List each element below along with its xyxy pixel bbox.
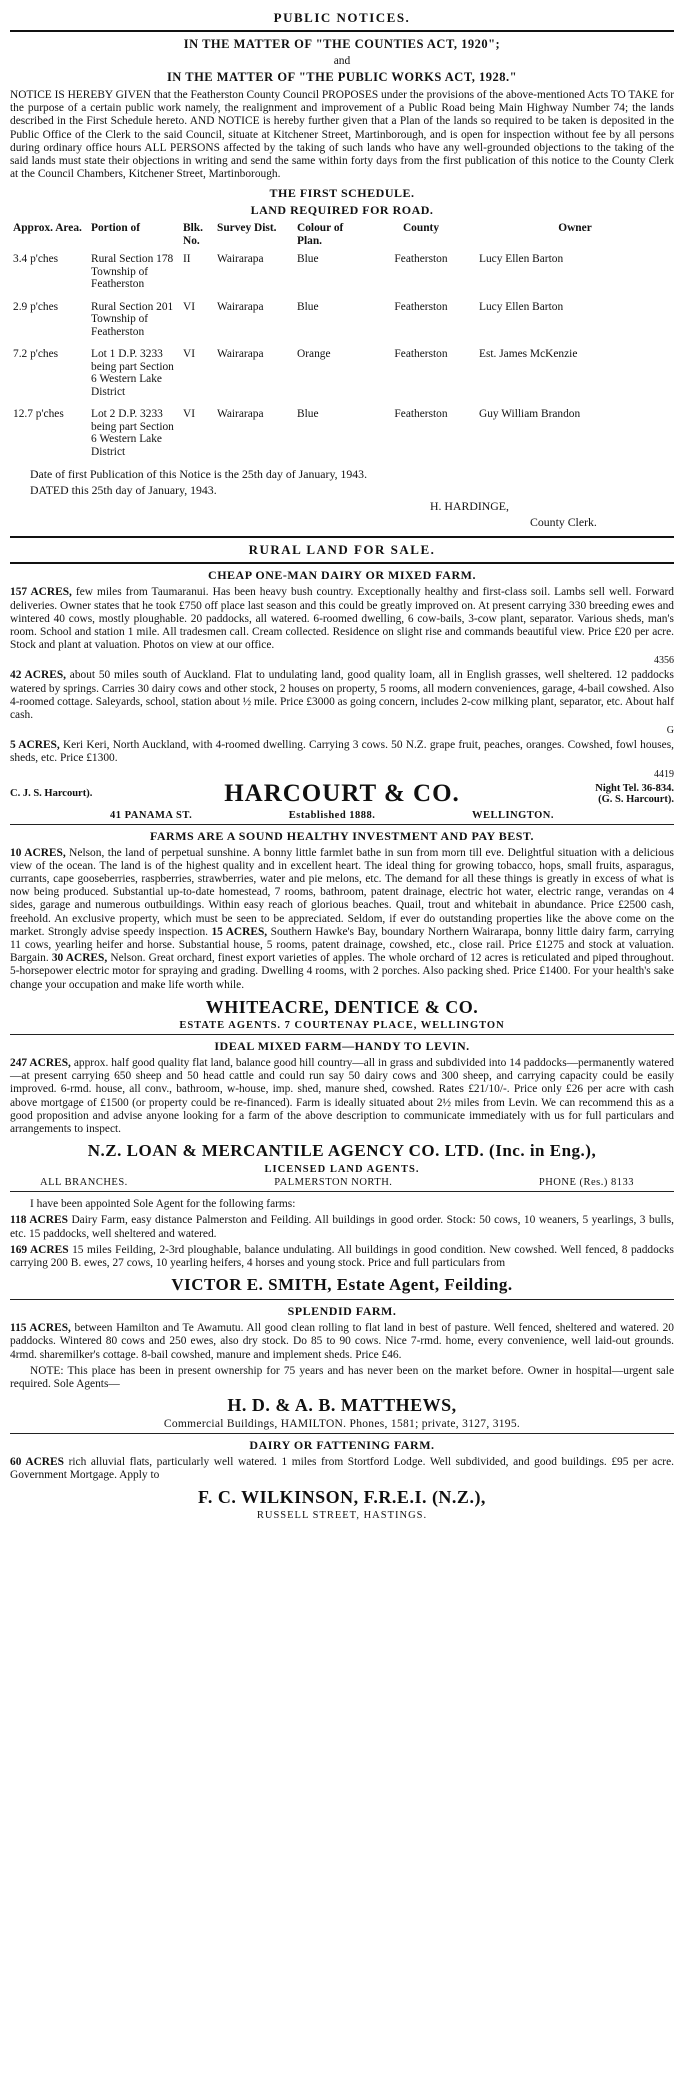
whiteacre-address: ESTATE AGENTS. 7 COURTENAY PLACE, WELLINGTON [179, 1019, 505, 1031]
harcourt-right-tag [534, 783, 674, 805]
cell: Wairarapa [217, 300, 264, 313]
cell: VI [183, 300, 196, 313]
ad-paragraph [10, 1456, 674, 1482]
ad-title-dairy-farm: CHEAP ONE-MAN DAIRY OR MIXED FARM. [208, 568, 476, 583]
schedule-title: THE FIRST SCHEDULE. [269, 186, 415, 201]
ad-paragraph [10, 586, 674, 652]
ad-title-dairy-fattening: DAIRY OR FATTENING FARM. [249, 1438, 435, 1453]
divider [10, 562, 674, 564]
harcourt-address [10, 810, 674, 821]
cell: Rural Section 201 Township of Featherston [91, 300, 174, 338]
table-row [10, 346, 674, 406]
col-header-area: Approx. Area. [13, 222, 82, 235]
cell: Lot 1 D.P. 3233 being part Section 6 Western Lake District [91, 348, 174, 398]
ad-text: Nelson. Great orchard, finest export varieties of apples. The whole orchard of 12 acres is reticulated and piped throughout. 5-horsepower electric motor for spraying and grading. Dwelling 4 rooms, with 2 porches. Also packing shed. Price £1400. For your health's sake change your occupation and make life worth while. [10, 952, 674, 991]
firm-name-nz-loan: N.Z. LOAN & MERCANTILE AGENCY CO. LTD. (Inc. in Eng.), [87, 1141, 597, 1161]
ad-ref-code: 4419 [654, 768, 674, 780]
cell: Guy William Brandon [479, 408, 581, 421]
ad-text: Dairy Farm, easy distance Palmerston and Feilding. All buildings in good order. Stock: 50 cows, 10 weaners, 5 yearlings, 3 bulls, etc. 15 paddocks, well sheltered and watered. [10, 1214, 674, 1240]
acres-label: 30 ACRES, [51, 952, 108, 965]
cell: 12.7 p'ches [13, 408, 64, 421]
ad-text: Nelson, the land of perpetual sunshine. A bonny little farmlet bathe in sun from morn till eve. Delightful situation with a delicious view of the ocean. The land is of the highest quality and in excellent heart. The ideal thing for growing tobacco, hops, small fruits, asparagus, currants, cape gooseberries, raspberries, strawberries, water and pie melons, etc. The demand for all these things is greatly in excess of what is now being produced. Substantial up-to-date homestead, 7 rooms, bathroom, patent drainage, electric hot water, electric range, verandas on 4 sides, garage and numerous outbuildings. Within easy reach of glorious beaches. Quail, trout and whitebait in abundance. Price £2500 cash, freehold. An exclusive property, which must be seen to be appreciated. Seldom, if ever do outstanding properties like the above come on the market. Strongly advise speedy inspection. [10, 846, 674, 938]
matthews-address: Commercial Buildings, HAMILTON. Phones, 1581; private, 3127, 3195. [163, 1418, 521, 1431]
cell: Wairarapa [217, 253, 264, 266]
firm-name-whiteacre: WHITEACRE, DENTICE & CO. [205, 996, 479, 1017]
cell: 3.4 p'ches [13, 253, 59, 266]
acres-label: 118 ACRES [10, 1214, 68, 1227]
ad-paragraph [10, 669, 674, 722]
address-city: PALMERSTON NORTH. [274, 1177, 393, 1189]
ad-paragraph [10, 847, 674, 992]
cell: Blue [297, 253, 319, 266]
acres-label: 60 ACRES [10, 1456, 64, 1469]
col-header-block: Blk. No. [183, 222, 203, 247]
col-header-survey: Survey Dist. [217, 222, 277, 235]
divider [10, 1299, 674, 1300]
acres-label: 247 ACRES, [10, 1056, 71, 1069]
ad-text: few miles from Taumaranui. Has been heavy bush country. Exceptionally healthy and first-class soil. Lambs sell well. Forward deliveries. Owner states that he took £750 off place last season and this could be greatly improved on. At present carrying 330 breeding ewes and wintered 40 cows, mostly ploughable. 20 paddocks, all watered. 6-roomed dwelling, 6 cow-bails, 3-cow plant, separator. Various sheds, man's room. School and station 1 mile. All tradesmen call. Cream collected. Residence on slight rise and commands beautiful view. Price £20 per acre. Stock and plant at valuation. Photos on view at our office. [10, 586, 674, 652]
divider [10, 1034, 674, 1035]
table-row [10, 299, 674, 347]
cell: Lucy Ellen Barton [479, 253, 564, 266]
table-header-row [10, 220, 674, 251]
night-tel: Night Tel. 36-834. [595, 782, 674, 794]
divider [10, 1433, 674, 1434]
table-row [10, 251, 674, 299]
ad-paragraph [10, 1057, 674, 1136]
ad-paragraph [10, 1244, 674, 1270]
table-row [10, 406, 674, 466]
cell: Featherston [394, 300, 448, 313]
firm-name-victor-smith: VICTOR E. SMITH, Estate Agent, Feilding. [171, 1275, 513, 1295]
ad-title-splendid-farm: SPLENDID FARM. [287, 1304, 397, 1319]
acres-label: 115 ACRES, [10, 1322, 71, 1335]
cell: Blue [297, 300, 319, 313]
night-tel-name: (G. S. Harcourt). [598, 793, 674, 805]
signer-title: County Clerk. [530, 515, 597, 530]
ad-ref-code: G [666, 725, 674, 737]
signer-name: H. HARDINGE, [430, 499, 509, 514]
cell: 2.9 p'ches [13, 300, 59, 313]
cell: Orange [297, 348, 331, 361]
sole-agent-intro: I have been appointed Sole Agent for the following farms: [30, 1198, 296, 1211]
acres-label: 5 ACRES, [10, 739, 60, 752]
cell: Featherston [394, 408, 448, 421]
public-notices-heading: PUBLIC NOTICES. [273, 10, 411, 25]
newspaper-page [10, 0, 674, 1521]
ad-title-levin-farm: IDEAL MIXED FARM—HANDY TO LEVIN. [214, 1038, 470, 1053]
cell: Lucy Ellen Barton [479, 300, 564, 313]
cell: Featherston [394, 253, 448, 266]
col-header-owner: Owner [558, 222, 592, 235]
ad-ref-code: 4356 [654, 655, 674, 667]
ad-note: NOTE: This place has been in present ownership for 75 years and has never been on the market before. Owner in hospital—urgent sale required. Sole Agents— [10, 1364, 674, 1390]
date-first-publication: Date of first Publication of this Notice is the 25th day of January, 1943. [30, 467, 368, 482]
divider [10, 1191, 674, 1192]
ad-text: between Hamilton and Te Awamutu. All good clean rolling to flat land in best of pasture. Well fenced, sheltered and watered. 20 paddocks. Wintered 80 cows and 250 ewes, also dry stock. Do 85 to 90 cows. Nice 7-rmd. home, every convenience, well laid-out grounds. 4rmd. sharemilker's cottage. 8-bail cowshed, manure and implement sheds. Price £46. [10, 1322, 675, 1361]
ad-text: 15 miles Feilding, 2-3rd ploughable, balance undulating. All buildings in good condition. New cowshed. Well fenced, 8 paddocks carrying 200 B. ewes, 27 cows, 10 yearling heifers, 4 horses and young stock. Price and full particulars from [10, 1243, 674, 1269]
wilkinson-address: RUSSELL STREET, HASTINGS. [256, 1509, 428, 1521]
acres-label: 10 ACRES, [10, 846, 66, 859]
address-branches: ALL BRANCHES. [40, 1177, 128, 1189]
firm-name-harcourt: HARCOURT & CO. [224, 779, 460, 807]
ad-paragraph [10, 739, 674, 765]
harcourt-left-tag: C. J. S. Harcourt). [10, 788, 93, 800]
cell: 7.2 p'ches [13, 348, 59, 361]
ad-text: Keri Keri, North Auckland, with 4-roomed dwelling. Carrying 3 cows. 50 N.Z. grape fruit, peaches, oranges. Cowshed, fowl houses, sheds, etc. Price £1300. [10, 739, 674, 765]
address-phone: PHONE (Res.) 8133 [538, 1177, 634, 1189]
rural-land-heading: RURAL LAND FOR SALE. [248, 542, 436, 558]
ad-title-healthy-investment: FARMS ARE A SOUND HEALTHY INVESTMENT AND PAY BEST. [149, 828, 535, 843]
acres-label: 169 ACRES [10, 1243, 69, 1256]
divider [10, 824, 674, 825]
harcourt-banner [10, 780, 674, 808]
address-street: 41 PANAMA ST. [110, 809, 193, 821]
notice-body: NOTICE IS HEREBY GIVEN that the Featherston County Council PROPOSES under the provisions of the above-mentioned Acts TO TAKE for the purpose of a certain public work namely, the realignment and improvement of a Public Road being Main Highway Number 74; the lands described in the First Schedule hereto. AND NOTICE is hereby further given that a Plan of the lands so required to be taken is deposited in the Public Office of the Clerk to the said Council, situate at Kitchener Street, Martinborough, and is open for inspection without fee by all persons during ordinary office hours ALL PERSONS affected by the taking of such lands who have any well-grounded objections to the taking of the said lands must state their objections in writing and send the same within forty days from the first publication of this notice to the County Clerk at the Council Chambers, Kitchener Street, Martinborough. [10, 89, 675, 181]
ad-paragraph [10, 1214, 674, 1240]
licensed-land-agents: LICENSED LAND AGENTS. [264, 1164, 420, 1176]
ad-text: rich alluvial flats, particularly well watered. 1 miles from Stortford Lodge. Well subdivided, and good buildings. £95 per acre. Government Mortgage. Apply to [10, 1456, 674, 1482]
cell: Wairarapa [217, 348, 264, 361]
col-header-county: County [402, 222, 440, 235]
cell: VI [183, 408, 196, 421]
acres-label: 157 ACRES, [10, 586, 72, 599]
cell: Wairarapa [217, 408, 264, 421]
ad-text: Southern Hawke's Bay, boundary Northern Wairarapa, bonny little dairy farm, carrying 11 cows, yearling heifer and horse. Substantial house, 5 rooms, patent drainage, cowshed, etc., close rail. Price £1275 and stock at valuation. Bargain. [10, 925, 675, 965]
cell: Lot 2 D.P. 3233 being part Section 6 Western Lake District [91, 408, 174, 458]
cell: Est. James McKenzie [479, 348, 578, 361]
land-schedule-table [10, 220, 674, 466]
ad-paragraph [10, 1322, 674, 1362]
matter-counties-act: IN THE MATTER OF "THE COUNTIES ACT, 1920"; [183, 37, 501, 51]
schedule-subtitle: LAND REQUIRED FOR ROAD. [250, 203, 434, 218]
nz-loan-address [10, 1177, 674, 1188]
divider [10, 30, 674, 32]
matter-public-works-act: IN THE MATTER OF "THE PUBLIC WORKS ACT, 1928." [166, 70, 518, 84]
cell: II [183, 253, 191, 266]
firm-name-matthews: H. D. & A. B. MATTHEWS, [227, 1395, 457, 1416]
address-city: WELLINGTON. [471, 809, 554, 821]
divider [10, 536, 674, 538]
ad-text: approx. half good quality flat land, balance good hill country—all in grass and subdivided into 14 paddocks—permanently watered—at present carrying 650 sheep and 50 head cattle and could run say 50 dairy cows and 300 sheep, and carrying capacity could be easily improved. 6-rmd. house, all conv., bathroom, w-house, imp. shed, manure shed, cowshed. Rates £21/10/-. Price only £26 per acre with cash above mortgage of £1500 (or property could be re-financed). Farm is ideally situated about 2½ miles from Levin. We can recommend this as a good proposition and advise anyone looking for a farm of the above description to communicate immediately with us for full particulars and arrangements to inspect. [10, 1056, 675, 1135]
dated-line: DATED this 25th day of January, 1943. [30, 483, 217, 498]
ad-text: about 50 miles south of Auckland. Flat to undulating land, good quality loam, all in English grasses, well sheltered. 12 paddocks watered by springs. Carries 30 dairy cows and other stock, 2 houses on property, 5 rooms, all modern conveniences, garage, 4-bail cowshed. Also 4-roomed cottage. Saleyards, school, station about ½ mile. Price £3000 as going concern, includes 2-cow milking plant, separator, etc. About half cash. [10, 669, 674, 722]
cell: Blue [297, 408, 319, 421]
address-established: Established 1888. [288, 809, 376, 821]
and-text: and [333, 55, 351, 67]
acres-label: 42 ACRES, [10, 669, 66, 682]
col-header-portion: Portion of [91, 222, 141, 235]
firm-name-wilkinson: F. C. WILKINSON, F.R.E.I. (N.Z.), [198, 1486, 486, 1507]
cell: Rural Section 178 Township of Featherston [91, 253, 174, 291]
acres-label: 15 ACRES, [211, 925, 268, 938]
col-header-colour: Colour of Plan. [297, 222, 344, 247]
cell: Featherston [394, 348, 448, 361]
cell: VI [183, 348, 196, 361]
